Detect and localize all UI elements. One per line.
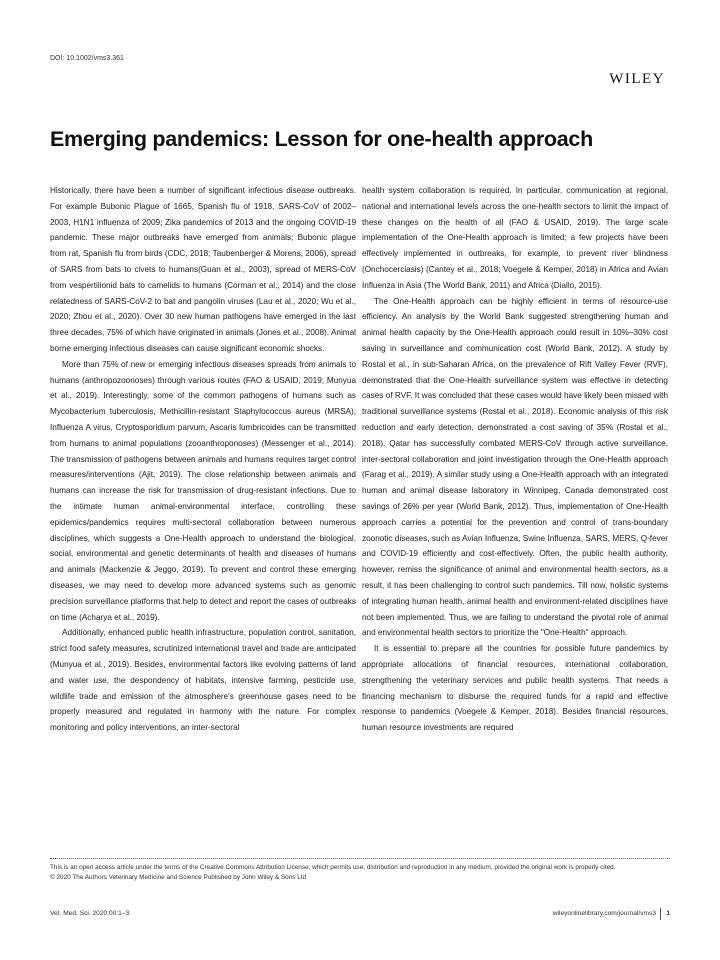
footer-divider	[660, 908, 661, 920]
doi-label: DOI: 10.1002/vms3.361	[50, 55, 124, 62]
article-title: Emerging pandemics: Lesson for one-health approach	[50, 127, 593, 151]
copyright-text: © 2020 The Authors Veterinary Medicine and Science Published by John Wiley & Sons Ltd	[50, 873, 307, 881]
right-column	[362, 183, 668, 736]
paragraph: More than 75% of new or emerging infectious diseases spreads from animals to humans (anthropozoonoses) through various routes (FAO & USAID, 2019; Munyua et al., 2019). Interestingly, some of the common pathogens of humans such as Mycobacterium tuberculosis, Methicillin-resistant Staphylococcus aureus (MRSA), Influenza A virus, Cryptosporidium parvum, Ascaris lumbricoides can be transmitted from humans to animal populations (zooanthroponoses) (Messenger et al., 2014). The transmission of pathogens between animals and humans requires target control measures/interventions (Ajit, 2019). The close relationship between animals and humans can increase the risk for transmission of drug-resistant infections. Due to the intimate human animal-environmental interface, controlling these epidemics/pandemics requires multi-sectoral collaboration between numerous disciplines, which suggests a One-Health approach to understand the biological, social, environmental and genetic determinants of health and diseases of humans and animals (Mackenzie & Jeggo, 2019). To prevent and control these emerging diseases, we may need to develop more advanced systems such as genomic precision surveillance platforms that help to detect and report the cases of outbreaks on time (Acharya et al., 2019).	[50, 359, 356, 622]
paragraph: Historically, there have been a number of significant infectious disease outbreaks. For example Bubonic Plague of 1665, Spanish flu of 1918, SARS-CoV of 2002–2003, H1N1 influenza of 2009; Zika pandemics of 2013 and the ongoing COVID-19 pandemic. These major outbreaks have emerged from animals; Bubonic plague from rat, Spanish flu from birds (CDC, 2018; Taubenberger & Morens, 2006), spread of SARS from bats to civets to humans(Guan et al., 2003), spread of MERS-CoV from vespertilionid bats to camelids to humans (Corman et al., 2014) and the close relatedness of SARS-CoV-2 to bat and pangolin viruses (Lau et al., 2020; Wu et al., 2020; Zhou et al., 2020). Over 30 new human pathogens have emerged in the last three decades, 75% of which have originated in animals (Jones et al., 2008). Animal borne emerging infectious diseases can cause significant economic shocks.	[50, 186, 356, 353]
paragraph: The One-Health approach can be highly efficient in terms of resource-use efficiency. An analysis by the World Bank suggested strengthening human and animal health capacity by the One-Health approach could result in 10%–30% cost saving in surveillance and communication cost (World Bank, 2012). A study by Rostal et al., in sub-Saharan Africa, on the prevalence of Rift Valley Fever (RVF), demonstrated that the One-Health surveillance system was effective in detecting cases of RVF. It was concluded that these cases would have likely been missed with traditional surveillance systems (Rostal et al., 2018). Economic analysis of this risk reduction and early detection, demonstrated a cost saving of 35% (Rostal et al., 2018). Qatar has successfully combated MERS-CoV through active surveillance, inter-sectoral collaboration and joint investigation through the One-Health approach (Farag et al., 2019). A similar study using a One-Health approach with an integrated human and animal disease laboratory in Winnipeg, Canada demonstrated cost savings of 26% per year (World Bank, 2012). Thus, implementation of One-Health approach carries a potential for the prevention and control of trans-boundary zoonotic diseases, such as Avian Influenza, Swine Influenza, SARS, MERS, Q-fever and COVID-19 efficiently and cost-effectively. Often, the public health authority, however, remiss the significance of animal and environmental health sectors, as a result, it has been challenging to control such pandemics. Till now, holistic systems of integrating human health, animal health and environment-related disciplines have not been implemented. Thus, we are failing to understand the pivotal role of animal and environmental health sectors to prioritize the "One-Health" approach.	[362, 296, 668, 638]
paragraph: It is essential to prepare all the countries for possible future pandemics by appropriate allocations of financial resources, international collaboration, strengthening the veterinary services and public health systems. That needs a financing mechanism to disburse the required funds for a rapid and effective response to pandemics (Voegele & Kemper, 2018). Besides financial resources, human resource investments are required	[362, 644, 668, 733]
footnote-divider	[50, 858, 670, 859]
footnote	[50, 863, 670, 882]
paragraph: health system collaboration is required. In particular, communication at regional, national and international levels across the one-health sectors to limit the impact of these changes on the health of all (FAO & USAID, 2019). The large scale implementation of the One-Health approach is limited; a few projects have been effectively implemented in outbreaks, for example, to prevent river blindness (Onchocerciasis) (Cantey et al., 2018; Voegele & Kemper, 2018) in Africa and Avian Influenza in Asia (The World Bank, 2011) and Africa (Diallo, 2015).	[362, 186, 668, 290]
license-text: This is an open access article under the terms of the Creative Commons Attribution License, which permits use, distribution and reproduction in any medium, provided the original work is properly cited.	[50, 864, 616, 871]
page-number: 1	[666, 910, 670, 917]
journal-website-link[interactable]: wileyonlinelibrary.com/journal/vms3	[552, 910, 656, 917]
publisher-logo: WILEY	[609, 71, 665, 87]
paragraph: Additionally, enhanced public health infrastructure, population control, sanitation, strict food safety measures, scrutinized international travel and trade are anticipated (Munyua et al., 2019). Besides, environmental factors like evolving patterns of land and water use, the despondency of habitats, intensive farming, pesticide use, wildlife trade and emission of the atmosphere's greenhouse gases need to be properly measured and regulated in harmony with the nature. For complex monitoring and policy interventions, an inter-sectoral	[50, 628, 356, 733]
journal-citation: Vet. Med. Sci. 2020;00:1–3.	[50, 910, 132, 917]
left-column	[50, 183, 356, 736]
